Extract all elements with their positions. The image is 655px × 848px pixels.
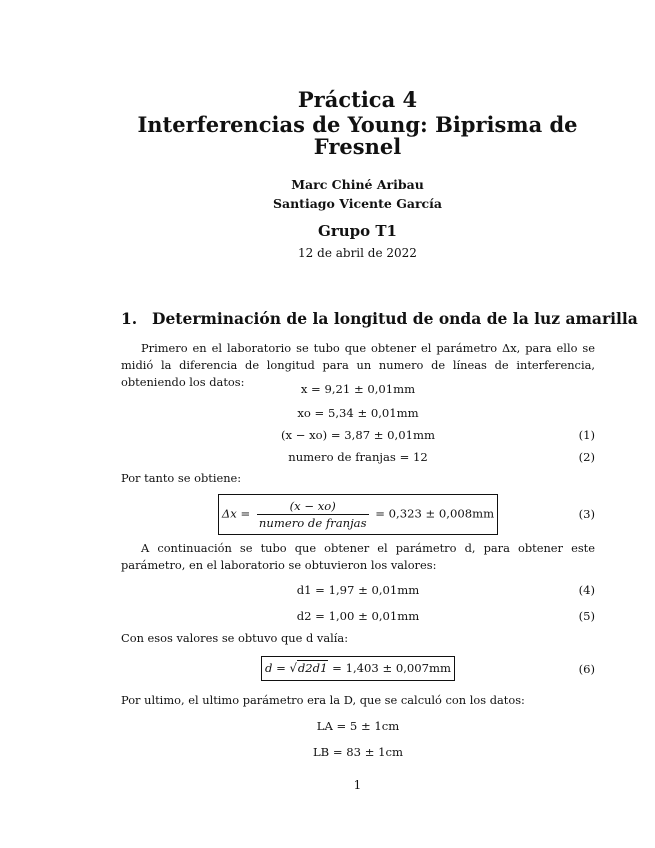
paragraph-3: A continuación se tubo que obtener el parámetro d, para obtener este parámetro, en el laboratorio se obtuvieron los valores:	[121, 541, 595, 572]
page-number: 1	[353, 778, 362, 792]
d-lhs: d =	[264, 661, 286, 675]
d-root: d2d1	[297, 661, 328, 675]
d-rhs: = 1,403 ± 0,007mm	[332, 661, 452, 675]
paragraph-5: Por ultimo, el ultimo parámetro era la D, que se calculó con los datos:	[121, 693, 525, 707]
equation-LA-body: LA = 5 ± 1cm	[316, 719, 400, 733]
equation-4-body: d1 = 1,97 ± 0,01mm	[296, 583, 420, 597]
equation-3-box	[218, 494, 498, 535]
title-line-1: Práctica 4	[297, 87, 418, 112]
author-1: Marc Chiné Aribau	[291, 177, 424, 192]
equation-6	[121, 656, 595, 684]
equation-number-6: (6)	[578, 662, 595, 676]
paragraph-1: Primero en el laboratorio se tubo que obtener el parámetro Δx, para ello se midió la diferencia de longitud para un numero de líneas de interferencia, obteniendo los datos:	[121, 341, 595, 389]
section-heading	[121, 309, 638, 328]
equation-x-body: x = 9,21 ± 0,01mm	[300, 382, 416, 396]
group-label: Grupo T1	[318, 222, 397, 240]
equation-xo-body: xo = 5,34 ± 0,01mm	[297, 406, 419, 420]
delta-numerator: (x − xo)	[257, 498, 369, 515]
equation-6-box	[261, 656, 455, 681]
sqrt-sign: √	[289, 661, 297, 675]
equation-3	[121, 494, 595, 534]
delta-lhs: Δx =	[221, 506, 251, 521]
paragraph-2: Por tanto se obtiene:	[121, 471, 242, 485]
equation-3-body	[121, 494, 595, 535]
delta-denominator: numero de franjas	[258, 516, 367, 530]
equation-number-5: (5)	[578, 609, 595, 623]
paragraph-4: Con esos valores se obtuvo que d valía:	[121, 631, 349, 645]
author-2: Santiago Vicente García	[272, 196, 443, 211]
equation-5-body: d2 = 1,00 ± 0,01mm	[296, 609, 420, 623]
title-line-2: Interferencias de Young: Biprisma de	[137, 112, 578, 137]
delta-fraction	[257, 498, 369, 531]
equation-number-1: (1)	[578, 428, 595, 442]
equation-1-body: (x − xo) = 3,87 ± 0,01mm	[281, 428, 435, 442]
equation-number-4: (4)	[578, 583, 595, 597]
title-line-3: Fresnel	[313, 134, 402, 159]
equation-number-2: (2)	[578, 450, 595, 464]
delta-rhs: = 0,323 ± 0,008mm	[375, 506, 495, 521]
equation-LB-body: LB = 83 ± 1cm	[312, 745, 403, 759]
date: 12 de abril de 2022	[298, 246, 417, 260]
section-title: Determinación de la longitud de onda de la luz amarilla	[152, 309, 638, 328]
section-number: 1.	[121, 309, 138, 328]
equation-number-3: (3)	[578, 507, 595, 521]
equation-6-body	[121, 656, 595, 681]
equation-2-body: numero de franjas = 12	[288, 450, 428, 464]
